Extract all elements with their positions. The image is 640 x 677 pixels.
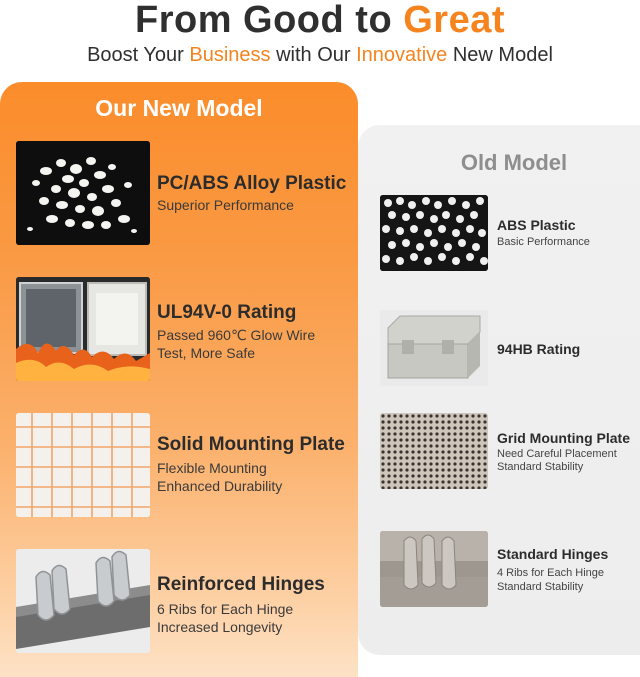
old-feature-title-grid-plate: Grid Mounting Plate — [497, 430, 630, 446]
abs-pellets-image — [380, 195, 488, 271]
page-subheadline — [0, 42, 640, 68]
perforated-plate-image — [380, 413, 488, 489]
subline-text-1: Boost Your — [87, 44, 190, 66]
page-headline — [0, 0, 640, 40]
headline-accent: Great — [403, 0, 505, 41]
feature-desc-reinforced-hinges-line1: 6 Ribs for Each Hinge — [157, 601, 294, 617]
old-model-title: Old Model — [460, 150, 568, 175]
old-feature-title-abs: ABS Plastic — [497, 217, 576, 233]
pc-abs-pellets-image — [16, 141, 150, 245]
fire-test-box-image — [16, 277, 150, 381]
old-feature-desc-standard-hinges-line1: 4 Ribs for Each Hinge — [497, 567, 604, 579]
feature-title-ul94: UL94V-0 Rating — [157, 302, 297, 323]
old-feature-desc-abs: Basic Performance — [497, 236, 590, 248]
feature-title-pc-abs: PC/ABS Alloy Plastic — [157, 173, 347, 194]
feature-desc-reinforced-hinges-line2: Increased Longevity — [157, 619, 283, 635]
new-model-title: Our New Model — [95, 95, 263, 121]
feature-title-solid-plate: Solid Mounting Plate — [157, 434, 345, 455]
subline-text-3: New Model — [447, 44, 553, 66]
old-feature-desc-grid-plate-line2: Standard Stability — [497, 461, 584, 473]
feature-desc-solid-plate-line1: Flexible Mounting — [157, 460, 267, 476]
grey-enclosure-image — [380, 310, 488, 386]
old-feature-desc-standard-hinges-line2: Standard Stability — [497, 581, 584, 593]
feature-title-reinforced-hinges: Reinforced Hinges — [157, 574, 325, 595]
old-feature-title-standard-hinges: Standard Hinges — [497, 546, 609, 562]
old-feature-desc-grid-plate-line1: Need Careful Placement — [497, 448, 617, 460]
feature-desc-pc-abs: Superior Performance — [157, 197, 294, 213]
mounting-plate-image — [16, 413, 150, 517]
subline-text-2: with Our — [270, 44, 357, 66]
feature-desc-ul94-line1: Passed 960℃ Glow Wire — [157, 327, 316, 343]
subline-accent-business: Business — [189, 44, 271, 66]
feature-desc-solid-plate-line2: Enhanced Durability — [157, 478, 283, 494]
old-feature-title-94hb: 94HB Rating — [497, 341, 581, 357]
standard-hinge-image — [380, 531, 488, 607]
reinforced-hinge-image — [16, 549, 150, 653]
subline-accent-innovative: Innovative — [356, 44, 448, 66]
headline-text: From Good to — [134, 0, 404, 41]
feature-desc-ul94-line2: Test, More Safe — [157, 345, 256, 361]
